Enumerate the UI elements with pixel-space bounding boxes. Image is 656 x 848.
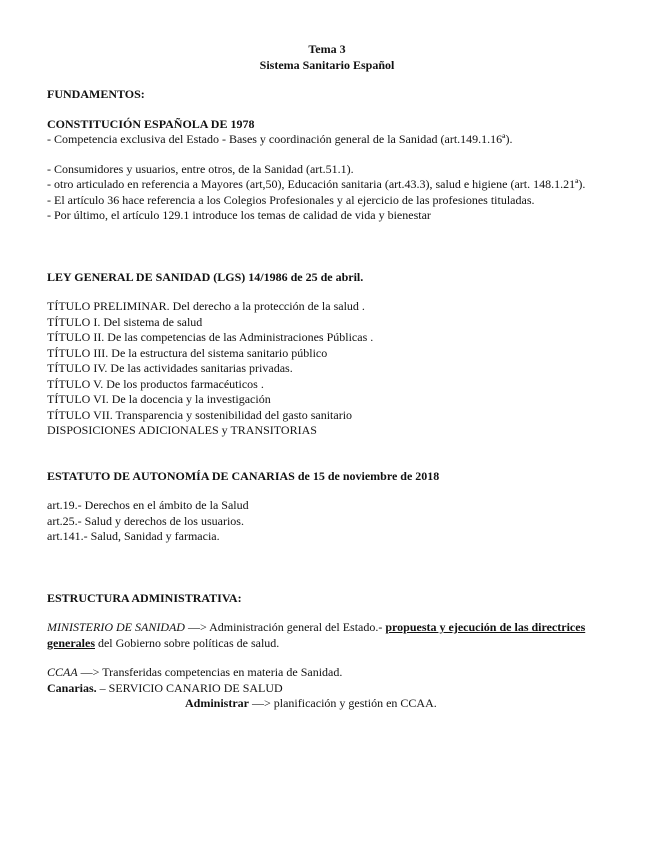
estructura-heading: ESTRUCTURA ADMINISTRATIVA:: [47, 590, 242, 605]
ley-general-heading: LEY GENERAL DE SANIDAD (LGS) 14/1986 de 25 de abril.: [47, 269, 364, 284]
ley-title-item: TÍTULO PRELIMINAR. Del derecho a la protección de la salud .: [47, 299, 365, 313]
administrar-text: —> planificación y gestión en CCAA.: [249, 696, 437, 710]
estatuto-heading: ESTATUTO DE AUTONOMÍA DE CANARIAS de 15 de noviembre de 2018: [47, 468, 440, 483]
estatuto-article: art.141.- Salud, Sanidad y farmacia.: [47, 529, 220, 543]
estatuto-article: art.19.- Derechos en el ámbito de la Salud: [47, 498, 249, 512]
doc-title: Tema 3: [308, 42, 346, 56]
ley-title-item: DISPOSICIONES ADICIONALES y TRANSITORIAS: [47, 423, 317, 437]
constitucion-item: - otro articulado en referencia a Mayores (art,50), Educación sanitaria (art.43.3), salud e higiene (art. 148.1.21ª).: [47, 177, 586, 191]
ccaa-label: CCAA: [47, 665, 78, 679]
constitucion-item: - El artículo 36 hace referencia a los Colegios Profesionales y al ejercicio de las profesiones tituladas.: [47, 192, 535, 207]
ley-title-item: TÍTULO VII. Transparencia y sostenibilidad del gasto sanitario: [47, 407, 353, 422]
ministerio-text: —> Administración general del Estado.-: [184, 620, 386, 634]
administrar-label: Administrar: [185, 696, 249, 710]
estatuto-article: art.25.- Salud y derechos de los usuarios.: [47, 513, 244, 528]
ley-title-item: TÍTULO III. De la estructura del sistema sanitario público: [47, 345, 328, 360]
fundamentos-heading: FUNDAMENTOS:: [47, 87, 145, 101]
ministerio-tail: del Gobierno sobre políticas de salud.: [94, 635, 280, 650]
ley-title-item: TÍTULO IV. De las actividades sanitarias privadas.: [47, 361, 293, 375]
ministerio-label: MINISTERIO DE SANIDAD: [47, 620, 185, 634]
document-page: [47, 42, 607, 712]
ley-title-item: TÍTULO V. De los productos farmacéuticos .: [47, 376, 264, 391]
ley-title-item: TÍTULO VI. De la docencia y la investigación: [47, 392, 271, 406]
administrar-line: [47, 696, 607, 712]
ministerio-paragraph: [47, 620, 597, 651]
canarias-line: [47, 681, 607, 697]
ley-title-item: TÍTULO I. Del sistema de salud: [47, 314, 203, 329]
ley-title-item: TÍTULO II. De las competencias de las Administraciones Públicas .: [47, 330, 374, 344]
doc-subtitle: Sistema Sanitario Español: [259, 57, 395, 72]
canarias-label: Canarias.: [47, 680, 97, 695]
ccaa-text: —> Transferidas competencias en materia de Sanidad.: [77, 665, 343, 679]
constitucion-item: - Por último, el artículo 129.1 introduce los temas de calidad de vida y bienestar: [47, 208, 431, 222]
ministerio-underlined: propuesta y ejecución de las directrices generales: [47, 620, 586, 650]
canarias-text: – SERVICIO CANARIO DE SALUD: [96, 680, 283, 695]
constitucion-item: - Competencia exclusiva del Estado - Bases y coordinación general de la Sanidad (art.149.1.16ª).: [47, 132, 513, 146]
ccaa-line: [47, 665, 607, 681]
constitucion-item: - Consumidores y usuarios, entre otros, de la Sanidad (art.51.1).: [47, 161, 354, 176]
constitucion-heading: CONSTITUCIÓN ESPAÑOLA DE 1978: [47, 116, 255, 131]
